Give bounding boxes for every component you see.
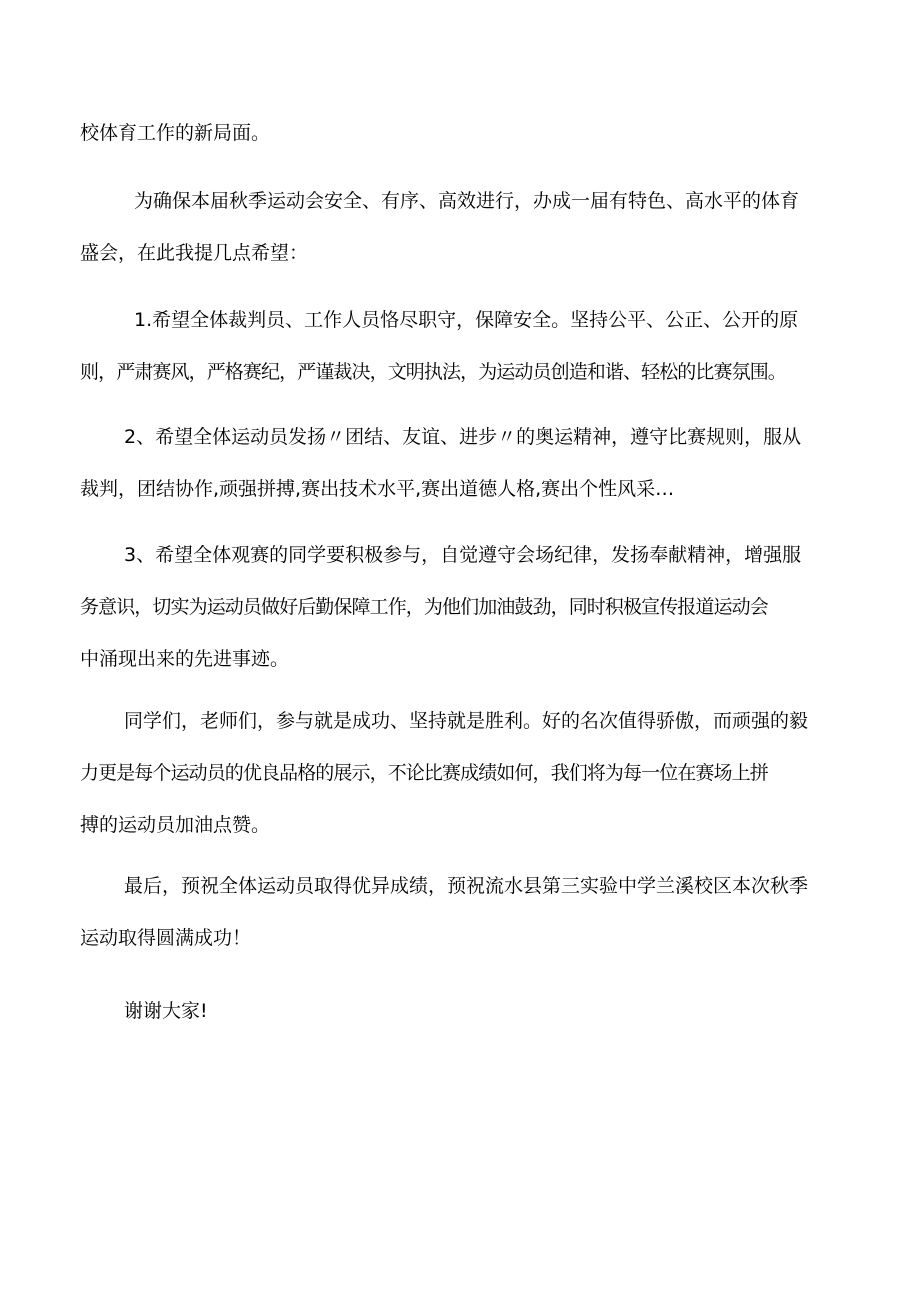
paragraph-closing (80, 860, 845, 964)
paragraph-thanks (80, 985, 845, 1037)
text-line: 1.希望全体裁判员、工作人员恪尽职守，保障安全。坚持公平、公正、公开的原 (134, 309, 799, 331)
paragraph-hope-1 (80, 294, 845, 398)
text-line: 务意识，切实为运动员做好后勤保障工作，为他们加油鼓劲，同时积极宣传报道运动会 (80, 596, 768, 618)
text-line: 搏的运动员加油点赞。 (80, 814, 271, 836)
text-line: 同学们，老师们，参与就是成功、坚持就是胜利。好的名次值得骄傲，而顽强的毅 (124, 710, 809, 732)
text-line: 裁判，团结协作,顽强拼搏,赛出技术水平,赛出道德人格,赛出个性风采… (80, 478, 675, 500)
text-line: 谢谢大家! (124, 1000, 208, 1022)
paragraph-hope-3 (80, 529, 845, 685)
paragraph-encouragement (80, 695, 845, 851)
paragraph-hope-2 (80, 411, 845, 515)
paragraph-intro (80, 175, 845, 279)
text-line: 则，严肃赛风，严格赛纪，严谨裁决，文明执法，为运动员创造和谐、轻松的比赛氛围。 (80, 361, 786, 383)
paragraph-continuation (80, 107, 845, 159)
text-line: 力更是每个运动员的优良品格的展示，不论比赛成绩如何，我们将为每一位在赛场上拼 (80, 762, 768, 784)
text-line: 为确保本届秋季运动会安全、有序、高效进行，办成一届有特色、高水平的体育 (134, 190, 800, 212)
text-line: 2、希望全体运动员发扬〃团结、友谊、进步〃的奥运精神，遵守比赛规则，服从 (124, 426, 802, 448)
text-line: 校体育工作的新局面。 (80, 122, 271, 144)
text-line: 最后，预祝全体运动员取得优异成绩，预祝流水县第三实验中学兰溪校区本次秋季 (124, 875, 809, 897)
text-line: 3、希望全体观赛的同学要积极参与，自觉遵守会场纪律，发扬奉献精神，增强服 (124, 544, 802, 566)
text-line: 运动取得圆满成功！ (80, 927, 252, 949)
text-line: 盛会，在此我提几点希望： (80, 242, 309, 264)
text-line: 中涌现出来的先进事迹。 (80, 648, 290, 670)
